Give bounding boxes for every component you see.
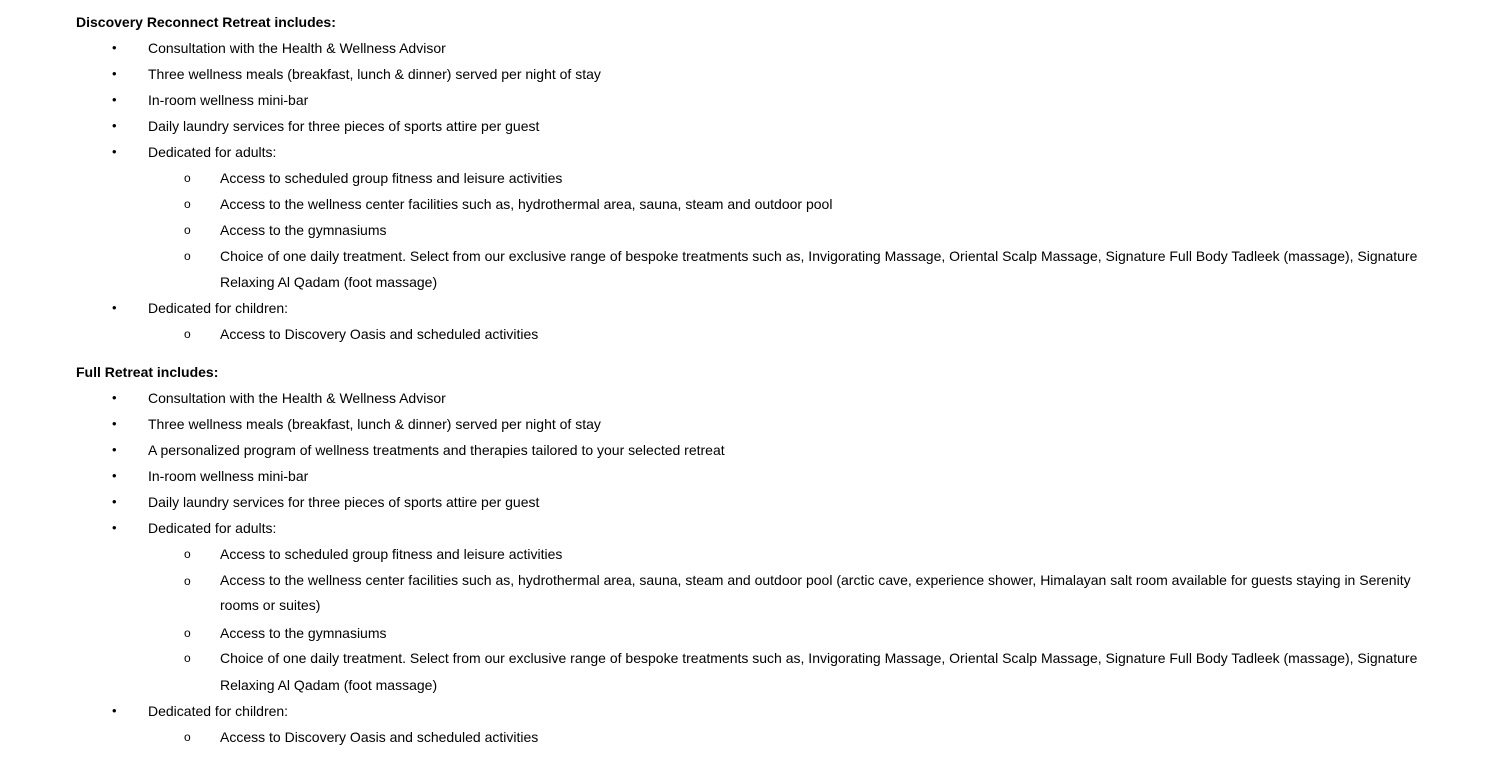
bullet-marker: • [112,703,117,718]
sub-list-item [184,243,1440,295]
list-item [112,698,289,724]
sub-list-item-text: Access to the gymnasiums [220,222,387,238]
sub-list-item [184,541,1440,567]
section-heading-discovery-reconnect: Discovery Reconnect Retreat includes: [76,14,336,30]
bullet-marker: • [112,390,117,405]
bullet-marker: • [112,442,117,457]
list-item-text: Three wellness meals (breakfast, lunch & dinner) served per night of stay [148,416,601,432]
list-item [112,515,277,541]
list-item-text: Three wellness meals (breakfast, lunch & dinner) served per night of stay [148,66,601,82]
sub-bullet-marker: o [184,223,191,237]
list-item-text: In-room wellness mini-bar [148,468,309,484]
sub-bullet-marker: o [184,171,191,185]
sub-list-item [184,217,1440,243]
sub-list-item-text: Access to the wellness center facilities such as, hydrothermal area, sauna, steam and outdoor pool [220,196,833,212]
bullet-marker: • [112,300,117,315]
sub-list-item [184,724,1440,750]
list-item [112,489,540,515]
sub-list-item-text: Choice of one daily treatment. Select from our exclusive range of bespoke treatments such as, Invigorating Massage, Oriental Scalp Massage, Signature Full Body Tadleek (massage), Signature Relaxing Al Qadam (foot massage) [220,248,1418,290]
sub-list-item [184,620,1440,646]
bullet-marker: • [112,416,117,431]
list-item-text: Dedicated for children: [148,300,289,316]
sub-list-item [184,165,1440,191]
sub-list-item-text: Access to the wellness center facilities such as, hydrothermal area, sauna, steam and outdoor pool (arctic cave, experience shower, Himalayan salt room available for guests staying in Serenity rooms or suites) [220,572,1411,613]
sub-list-item-text: Access to scheduled group fitness and leisure activities [220,170,563,186]
sub-bullet-marker: o [184,574,191,588]
sub-list-item [184,645,1440,699]
list-item-text: In-room wellness mini-bar [148,92,309,108]
list-item [112,87,309,113]
list-item [112,139,277,165]
bullet-marker: • [112,468,117,483]
sub-bullet-marker: o [184,197,191,211]
list-item-text: Consultation with the Health & Wellness Advisor [148,390,446,406]
list-item-text: Dedicated for adults: [148,144,277,160]
sub-bullet-marker: o [184,547,191,561]
sub-list-item-text: Access to Discovery Oasis and scheduled activities [220,326,539,342]
bullet-marker: • [112,520,117,535]
bullet-marker: • [112,66,117,81]
section-heading-full-retreat: Full Retreat includes: [76,364,219,380]
bullet-marker: • [112,118,117,133]
sub-list-item-text: Access to the gymnasiums [220,625,387,641]
sub-bullet-marker: o [184,730,191,744]
list-item-text: A personalized program of wellness treatments and therapies tailored to your selected retreat [148,442,725,458]
list-item [112,113,540,139]
sub-bullet-marker: o [184,327,191,341]
sub-bullet-marker: o [184,626,191,640]
list-item-text: Daily laundry services for three pieces of sports attire per guest [148,494,540,510]
sub-list-item-text: Access to Discovery Oasis and scheduled activities [220,729,539,745]
list-item [112,295,289,321]
bullet-marker: • [112,40,117,55]
list-item [112,437,725,463]
bullet-marker: • [112,92,117,107]
list-item [112,463,309,489]
sub-bullet-marker: o [184,651,191,665]
list-item [112,35,446,61]
sub-list-item [184,321,1440,347]
sub-list-item [184,191,1440,217]
bullet-marker: • [112,494,117,509]
sub-list-item-text: Choice of one daily treatment. Select from our exclusive range of bespoke treatments such as, Invigorating Massage, Oriental Scalp Massage, Signature Full Body Tadleek (massage), Signature Relaxing Al Qadam (foot massage) [220,650,1418,693]
sub-list-item [184,568,1440,618]
list-item [112,411,601,437]
sub-bullet-marker: o [184,249,191,263]
list-item [112,61,601,87]
list-item-text: Dedicated for adults: [148,520,277,536]
bullet-marker: • [112,144,117,159]
list-item-text: Consultation with the Health & Wellness Advisor [148,40,446,56]
list-item-text: Dedicated for children: [148,703,289,719]
list-item [112,385,446,411]
list-item-text: Daily laundry services for three pieces of sports attire per guest [148,118,540,134]
sub-list-item-text: Access to scheduled group fitness and leisure activities [220,546,563,562]
